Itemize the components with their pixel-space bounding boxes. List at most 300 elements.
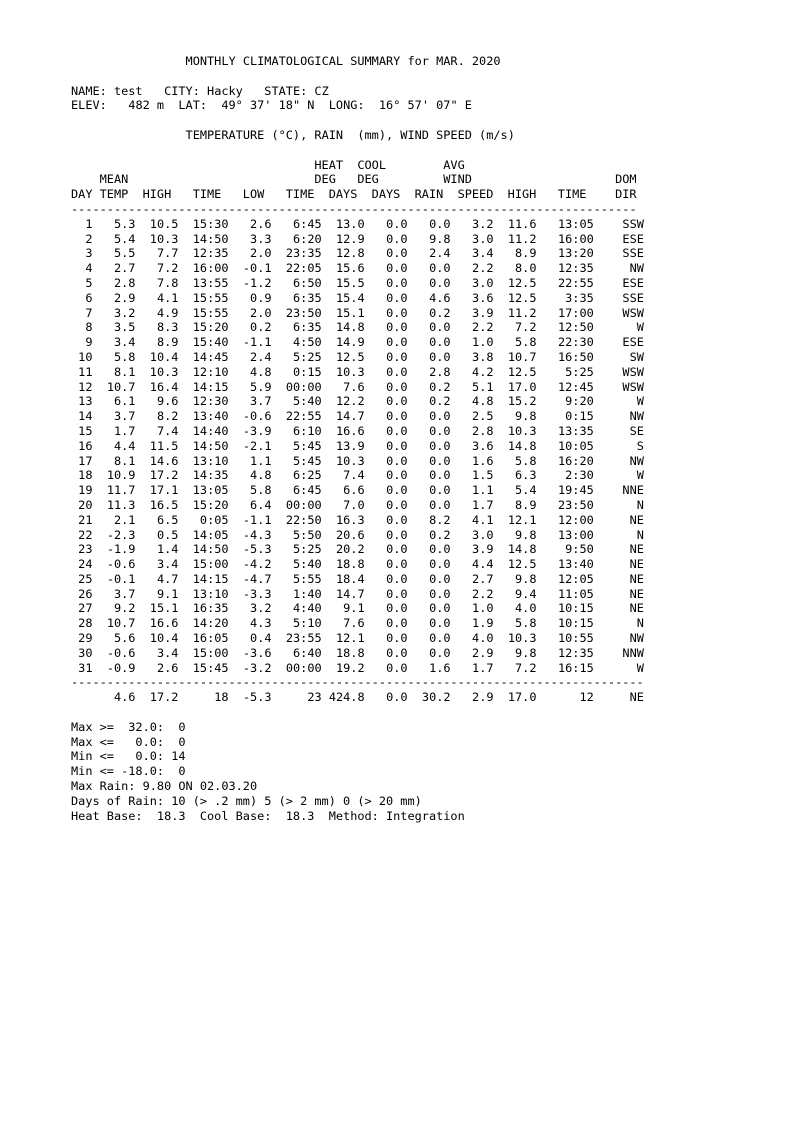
- cool-deg-days-cell: 0.0: [386, 305, 408, 320]
- low-time-cell: 5:25: [293, 542, 322, 557]
- low-temp-cell: 0.4: [250, 631, 272, 646]
- mean-temp-cell: 2.1: [113, 512, 136, 527]
- station-name-line: NAME: test CITY: Hacky STATE: CZ: [71, 83, 329, 98]
- table-row: [71, 468, 644, 482]
- high-temp-cell: 15.1: [149, 601, 179, 616]
- high-time-cell: 16:35: [192, 601, 229, 616]
- station-lat: 49° 37' 18" N: [221, 98, 315, 113]
- heat-deg-days-cell: 12.1: [335, 631, 365, 646]
- heat-deg-days-cell: 20.6: [335, 527, 365, 542]
- rain-cell: 0.0: [429, 261, 451, 276]
- wind-high-time-cell: 12: [579, 690, 594, 705]
- high-time-cell: 14:05: [192, 527, 229, 542]
- low-temp-cell: -2.1: [242, 438, 272, 453]
- wind-high-time-cell: 19:45: [557, 483, 594, 498]
- heat-deg-days-cell: 12.9: [335, 231, 365, 246]
- wind-high-time-cell: 5:25: [565, 364, 594, 379]
- mean-temp-cell: 11.7: [106, 483, 136, 498]
- high-temp-cell: 14.6: [149, 453, 179, 468]
- wind-high-cell: 5.4: [515, 483, 537, 498]
- mean-temp-cell: 3.2: [113, 305, 136, 320]
- rain-cell: 0.0: [429, 542, 451, 557]
- table-row: [71, 320, 644, 334]
- station-location-line: ELEV: 482 m LAT: 49° 37' 18" N LONG: 16° 57' 07" E: [71, 98, 472, 113]
- low-time-cell: 6:45: [293, 216, 322, 231]
- high-time-cell: 14:40: [192, 423, 229, 438]
- rain-cell: 0.0: [429, 335, 451, 350]
- avg-wind-speed-cell: 3.0: [472, 527, 494, 542]
- low-temp-cell: 2.0: [250, 246, 272, 261]
- wind-high-time-cell: 22:30: [557, 335, 594, 350]
- high-temp-cell: 10.3: [149, 364, 179, 379]
- rain-cell: 30.2: [421, 690, 451, 705]
- high-temp-cell: 10.5: [149, 216, 179, 231]
- wind-high-cell: 4.0: [515, 601, 537, 616]
- dom-dir-cell: SSE: [622, 290, 644, 305]
- high-time-cell: 12:30: [192, 394, 229, 409]
- rain-cell: 8.2: [429, 512, 451, 527]
- low-time-cell: 23:50: [285, 305, 322, 320]
- mean-temp-cell: 10.7: [106, 616, 136, 631]
- low-time-cell: 5:50: [293, 527, 322, 542]
- rain-cell: 0.0: [429, 497, 451, 512]
- high-temp-cell: 10.4: [149, 349, 179, 364]
- cool-deg-days-cell: 0.0: [386, 690, 408, 705]
- low-temp-cell: 4.8: [250, 364, 272, 379]
- table-row: [71, 483, 644, 497]
- dom-dir-cell: SSE: [622, 246, 644, 261]
- table-row: [71, 572, 644, 586]
- low-time-cell: 5:40: [293, 394, 322, 409]
- day-cell: 30: [78, 645, 93, 660]
- rain-cell: 0.0: [429, 320, 451, 335]
- table-row: [71, 587, 644, 601]
- mean-temp-cell: 8.1: [113, 453, 136, 468]
- wind-high-time-cell: 10:15: [557, 616, 594, 631]
- rain-cell: 0.0: [429, 468, 451, 483]
- avg-wind-speed-cell: 3.0: [472, 231, 494, 246]
- dom-dir-cell: NW: [629, 631, 644, 646]
- dom-dir-cell: NE: [629, 571, 644, 586]
- table-row: [71, 394, 644, 408]
- day-cell: 19: [78, 483, 93, 498]
- wind-high-time-cell: 0:15: [565, 409, 594, 424]
- low-time-cell: 00:00: [285, 497, 322, 512]
- heat-deg-days-cell: 10.3: [335, 453, 365, 468]
- wind-high-time-cell: 12:50: [557, 320, 594, 335]
- dom-dir-cell: NE: [629, 586, 644, 601]
- low-time-cell: 6:40: [293, 645, 322, 660]
- cool-deg-days-cell: 0.0: [386, 275, 408, 290]
- wind-high-time-cell: 12:00: [557, 512, 594, 527]
- rain-cell: 0.0: [429, 586, 451, 601]
- rain-cell: 0.0: [429, 438, 451, 453]
- heat-deg-days-cell: 18.4: [335, 571, 365, 586]
- wind-high-cell: 10.3: [507, 423, 537, 438]
- high-temp-cell: 16.6: [149, 616, 179, 631]
- dom-dir-cell: W: [636, 660, 644, 675]
- stat-max-le-0: Max <= 0.0: 0: [71, 734, 186, 749]
- rain-cell: 0.0: [429, 483, 451, 498]
- rain-cell: 0.0: [429, 571, 451, 586]
- day-cell: 8: [85, 320, 93, 335]
- mean-temp-cell: -0.6: [106, 557, 136, 572]
- cool-deg-days-cell: 0.0: [386, 335, 408, 350]
- avg-wind-speed-cell: 1.1: [472, 483, 494, 498]
- wind-high-cell: 8.9: [515, 246, 537, 261]
- mean-temp-cell: -1.9: [106, 542, 136, 557]
- cool-deg-days-cell: 0.0: [386, 231, 408, 246]
- low-time-cell: 00:00: [285, 660, 322, 675]
- mean-temp-cell: 5.6: [113, 631, 136, 646]
- avg-wind-speed-cell: 1.0: [472, 601, 494, 616]
- day-cell: 2: [85, 231, 93, 246]
- low-temp-cell: 4.8: [250, 468, 272, 483]
- rain-cell: 0.0: [429, 616, 451, 631]
- low-time-cell: 23:55: [285, 631, 322, 646]
- dom-dir-cell: NE: [629, 601, 644, 616]
- table-row: [71, 616, 644, 630]
- low-temp-cell: 5.9: [250, 379, 272, 394]
- high-time-cell: 14:15: [192, 379, 229, 394]
- wind-high-time-cell: 13:05: [557, 216, 594, 231]
- high-temp-cell: 3.4: [156, 645, 179, 660]
- day-cell: 31: [78, 660, 93, 675]
- low-temp-cell: 0.9: [250, 290, 272, 305]
- day-cell: 3: [85, 246, 93, 261]
- heat-deg-days-cell: 7.6: [343, 616, 365, 631]
- low-temp-cell: -4.7: [242, 571, 272, 586]
- day-cell: 11: [78, 364, 93, 379]
- wind-high-cell: 17.0: [507, 690, 537, 705]
- low-time-cell: 00:00: [285, 379, 322, 394]
- day-cell: 23: [78, 542, 93, 557]
- avg-wind-speed-cell: 2.9: [472, 690, 494, 705]
- avg-wind-speed-cell: 3.6: [472, 290, 494, 305]
- wind-high-time-cell: 12:35: [557, 261, 594, 276]
- table-row: [71, 424, 644, 438]
- table-row: [71, 365, 644, 379]
- heat-deg-days-cell: 15.6: [335, 261, 365, 276]
- table-row: [71, 454, 644, 468]
- high-time-cell: 15:55: [192, 290, 229, 305]
- high-temp-cell: 9.6: [156, 394, 179, 409]
- avg-wind-speed-cell: 1.7: [472, 660, 494, 675]
- high-temp-cell: 7.4: [156, 423, 179, 438]
- dom-dir-cell: SSW: [622, 216, 644, 231]
- day-cell: 15: [78, 423, 93, 438]
- low-time-cell: 6:50: [293, 275, 322, 290]
- day-cell: 24: [78, 557, 93, 572]
- wind-high-time-cell: 10:55: [557, 631, 594, 646]
- cool-deg-days-cell: 0.0: [386, 320, 408, 335]
- low-temp-cell: -3.9: [242, 423, 272, 438]
- avg-wind-speed-cell: 3.8: [472, 349, 494, 364]
- dom-dir-cell: NW: [629, 261, 644, 276]
- heat-deg-days-cell: 7.0: [343, 497, 365, 512]
- cool-deg-days-cell: 0.0: [386, 497, 408, 512]
- heat-deg-days-cell: 12.8: [335, 246, 365, 261]
- heat-deg-days-cell: 12.2: [335, 394, 365, 409]
- wind-high-cell: 8.0: [515, 261, 537, 276]
- low-time-cell: 22:55: [285, 409, 322, 424]
- mean-temp-cell: 8.1: [113, 364, 136, 379]
- table-row: [71, 232, 644, 246]
- avg-wind-speed-cell: 1.5: [472, 468, 494, 483]
- high-time-cell: 15:45: [192, 660, 229, 675]
- table-row: [71, 217, 644, 231]
- high-time-cell: 14:35: [192, 468, 229, 483]
- wind-high-cell: 12.5: [507, 290, 537, 305]
- wind-high-cell: 15.2: [507, 394, 537, 409]
- dom-dir-cell: WSW: [622, 379, 644, 394]
- heat-deg-days-cell: 16.6: [335, 423, 365, 438]
- heat-deg-days-cell: 14.7: [335, 409, 365, 424]
- climatological-report: [71, 54, 644, 823]
- cool-deg-days-cell: 0.0: [386, 631, 408, 646]
- heat-deg-days-cell: 18.8: [335, 557, 365, 572]
- high-time-cell: 15:40: [192, 335, 229, 350]
- avg-wind-speed-cell: 2.2: [472, 586, 494, 601]
- dom-dir-cell: WSW: [622, 364, 644, 379]
- avg-wind-speed-cell: 1.0: [472, 335, 494, 350]
- totals-row: [71, 690, 644, 704]
- mean-temp-cell: 5.5: [113, 246, 136, 261]
- heat-deg-days-cell: 19.2: [335, 660, 365, 675]
- wind-high-cell: 9.8: [515, 527, 537, 542]
- low-temp-cell: 1.1: [250, 453, 272, 468]
- high-temp-cell: 10.4: [149, 631, 179, 646]
- cool-deg-days-cell: 0.0: [386, 290, 408, 305]
- wind-high-cell: 9.4: [515, 586, 537, 601]
- wind-high-cell: 11.2: [507, 231, 537, 246]
- cool-deg-days-cell: 0.0: [386, 527, 408, 542]
- avg-wind-speed-cell: 2.2: [472, 261, 494, 276]
- cool-deg-days-cell: 0.0: [386, 586, 408, 601]
- table-row: [71, 439, 644, 453]
- low-time-cell: 6:35: [293, 320, 322, 335]
- low-temp-cell: -4.2: [242, 557, 272, 572]
- day-cell: 22: [78, 527, 93, 542]
- wind-high-time-cell: 16:15: [557, 660, 594, 675]
- low-temp-cell: 6.4: [250, 497, 272, 512]
- table-row: [71, 631, 644, 645]
- dom-dir-cell: ESE: [622, 231, 644, 246]
- rain-cell: 0.0: [429, 601, 451, 616]
- low-temp-cell: -1.2: [242, 275, 272, 290]
- day-cell: 29: [78, 631, 93, 646]
- dom-dir-cell: N: [636, 616, 644, 631]
- dom-dir-cell: ESE: [622, 335, 644, 350]
- dom-dir-cell: NNW: [622, 645, 644, 660]
- cool-deg-days-cell: 0.0: [386, 379, 408, 394]
- cool-deg-days-cell: 0.0: [386, 557, 408, 572]
- wind-high-time-cell: 11:05: [557, 586, 594, 601]
- high-time-cell: 18: [214, 690, 229, 705]
- dom-dir-cell: NW: [629, 453, 644, 468]
- mean-temp-cell: 2.9: [113, 290, 136, 305]
- avg-wind-speed-cell: 3.0: [472, 275, 494, 290]
- cool-deg-days-cell: 0.0: [386, 645, 408, 660]
- day-cell: 21: [78, 512, 93, 527]
- high-time-cell: 14:50: [192, 231, 229, 246]
- heat-deg-days-cell: 7.6: [343, 379, 365, 394]
- high-time-cell: 12:35: [192, 246, 229, 261]
- rain-cell: 0.0: [429, 349, 451, 364]
- high-temp-cell: 17.2: [149, 690, 179, 705]
- high-time-cell: 15:20: [192, 497, 229, 512]
- cool-deg-days-cell: 0.0: [386, 364, 408, 379]
- avg-wind-speed-cell: 3.9: [472, 305, 494, 320]
- wind-high-time-cell: 13:20: [557, 246, 594, 261]
- low-temp-cell: 4.3: [250, 616, 272, 631]
- wind-high-cell: 5.8: [515, 616, 537, 631]
- cool-deg-days-cell: 0.0: [386, 438, 408, 453]
- heat-deg-days-cell: 18.8: [335, 645, 365, 660]
- high-temp-cell: 4.7: [156, 571, 179, 586]
- rain-cell: 0.0: [429, 557, 451, 572]
- high-time-cell: 15:20: [192, 320, 229, 335]
- low-temp-cell: -3.2: [242, 660, 272, 675]
- avg-wind-speed-cell: 2.2: [472, 320, 494, 335]
- wind-high-cell: 9.8: [515, 409, 537, 424]
- dom-dir-cell: N: [636, 497, 644, 512]
- high-time-cell: 14:50: [192, 542, 229, 557]
- heat-deg-days-cell: 7.4: [343, 468, 365, 483]
- low-time-cell: 23: [307, 690, 322, 705]
- low-temp-cell: -1.1: [242, 512, 272, 527]
- wind-high-time-cell: 17:00: [557, 305, 594, 320]
- mean-temp-cell: 9.2: [113, 601, 136, 616]
- avg-wind-speed-cell: 3.4: [472, 246, 494, 261]
- mean-temp-cell: -2.3: [106, 527, 136, 542]
- rain-cell: 0.0: [429, 645, 451, 660]
- table-row: [71, 513, 644, 527]
- avg-wind-speed-cell: 1.9: [472, 616, 494, 631]
- station-state: CZ: [314, 83, 329, 98]
- dom-dir-cell: W: [636, 394, 644, 409]
- table-row: [71, 646, 644, 660]
- heat-deg-days-cell: 14.9: [335, 335, 365, 350]
- high-time-cell: 15:00: [192, 557, 229, 572]
- high-time-cell: 13:55: [192, 275, 229, 290]
- low-time-cell: 6:20: [293, 231, 322, 246]
- stat-heat-cool-base: Heat Base: 18.3 Cool Base: 18.3 Method: Integration: [71, 808, 465, 823]
- rain-cell: 1.6: [429, 660, 451, 675]
- wind-high-time-cell: 10:15: [557, 601, 594, 616]
- high-temp-cell: 16.5: [149, 497, 179, 512]
- high-temp-cell: 0.5: [156, 527, 179, 542]
- stat-days-of-rain: Days of Rain: 10 (> .2 mm) 5 (> 2 mm) 0 (> 20 mm): [71, 793, 422, 808]
- low-temp-cell: -3.6: [242, 645, 272, 660]
- avg-wind-speed-cell: 1.7: [472, 497, 494, 512]
- high-time-cell: 14:45: [192, 349, 229, 364]
- mean-temp-cell: 3.7: [113, 586, 136, 601]
- high-time-cell: 15:00: [192, 645, 229, 660]
- rain-cell: 0.2: [429, 305, 451, 320]
- day-cell: 10: [78, 349, 93, 364]
- cool-deg-days-cell: 0.0: [386, 423, 408, 438]
- mean-temp-cell: 10.7: [106, 379, 136, 394]
- low-time-cell: 5:55: [293, 571, 322, 586]
- cool-deg-days-cell: 0.0: [386, 453, 408, 468]
- low-temp-cell: 2.0: [250, 305, 272, 320]
- mean-temp-cell: -0.6: [106, 645, 136, 660]
- heat-deg-days-cell: 14.7: [335, 586, 365, 601]
- cool-deg-days-cell: 0.0: [386, 409, 408, 424]
- mean-temp-cell: 3.4: [113, 335, 136, 350]
- day-cell: 27: [78, 601, 93, 616]
- rain-cell: 0.0: [429, 275, 451, 290]
- low-time-cell: 1:40: [293, 586, 322, 601]
- high-temp-cell: 2.6: [156, 660, 179, 675]
- low-time-cell: 23:35: [285, 246, 322, 261]
- low-time-cell: 6:10: [293, 423, 322, 438]
- avg-wind-speed-cell: 4.8: [472, 394, 494, 409]
- rain-cell: 0.2: [429, 527, 451, 542]
- mean-temp-cell: -0.9: [106, 660, 136, 675]
- table-row: [71, 306, 644, 320]
- day-cell: 16: [78, 438, 93, 453]
- high-time-cell: 13:40: [192, 409, 229, 424]
- table-row: [71, 261, 644, 275]
- table-row: [71, 291, 644, 305]
- high-temp-cell: 7.7: [156, 246, 179, 261]
- wind-high-time-cell: 16:00: [557, 231, 594, 246]
- heat-deg-days-cell: 13.9: [335, 438, 365, 453]
- totals-values: [71, 690, 644, 704]
- dom-dir-cell: SE: [629, 423, 644, 438]
- rain-cell: 2.4: [429, 246, 451, 261]
- low-temp-cell: 3.7: [250, 394, 272, 409]
- high-time-cell: 13:10: [192, 586, 229, 601]
- heat-deg-days-cell: 12.5: [335, 349, 365, 364]
- wind-high-time-cell: 9:20: [565, 394, 594, 409]
- heat-deg-days-cell: 15.1: [335, 305, 365, 320]
- table-row: [71, 246, 644, 260]
- table-row: [71, 528, 644, 542]
- wind-high-cell: 6.3: [515, 468, 537, 483]
- mean-temp-cell: 5.4: [113, 231, 136, 246]
- high-time-cell: 13:10: [192, 453, 229, 468]
- table-row: [71, 661, 644, 675]
- wind-high-time-cell: 3:35: [565, 290, 594, 305]
- rain-cell: 2.8: [429, 364, 451, 379]
- low-temp-cell: -1.1: [242, 335, 272, 350]
- mean-temp-cell: -0.1: [106, 571, 136, 586]
- units-line: TEMPERATURE (°C), RAIN (mm), WIND SPEED (m/s): [185, 127, 515, 142]
- stat-min-le-minus-18: Min <= -18.0: 0: [71, 764, 186, 779]
- dom-dir-cell: ESE: [622, 275, 644, 290]
- low-temp-cell: 0.2: [250, 320, 272, 335]
- wind-high-cell: 17.0: [507, 379, 537, 394]
- high-temp-cell: 11.5: [149, 438, 179, 453]
- avg-wind-speed-cell: 2.9: [472, 645, 494, 660]
- mean-temp-cell: 4.4: [113, 438, 136, 453]
- table-row: [71, 380, 644, 394]
- wind-high-time-cell: 12:05: [557, 571, 594, 586]
- high-time-cell: 12:10: [192, 364, 229, 379]
- wind-high-cell: 9.8: [515, 645, 537, 660]
- avg-wind-speed-cell: 3.6: [472, 438, 494, 453]
- wind-high-cell: 12.5: [507, 557, 537, 572]
- wind-high-cell: 12.5: [507, 275, 537, 290]
- table-header-line-3: DAY TEMP HIGH TIME LOW TIME DAYS DAYS RAIN SPEED HIGH TIME DIR: [71, 187, 637, 202]
- low-time-cell: 6:45: [293, 483, 322, 498]
- low-temp-cell: -3.3: [242, 586, 272, 601]
- wind-high-cell: 12.1: [507, 512, 537, 527]
- avg-wind-speed-cell: 3.2: [472, 216, 494, 231]
